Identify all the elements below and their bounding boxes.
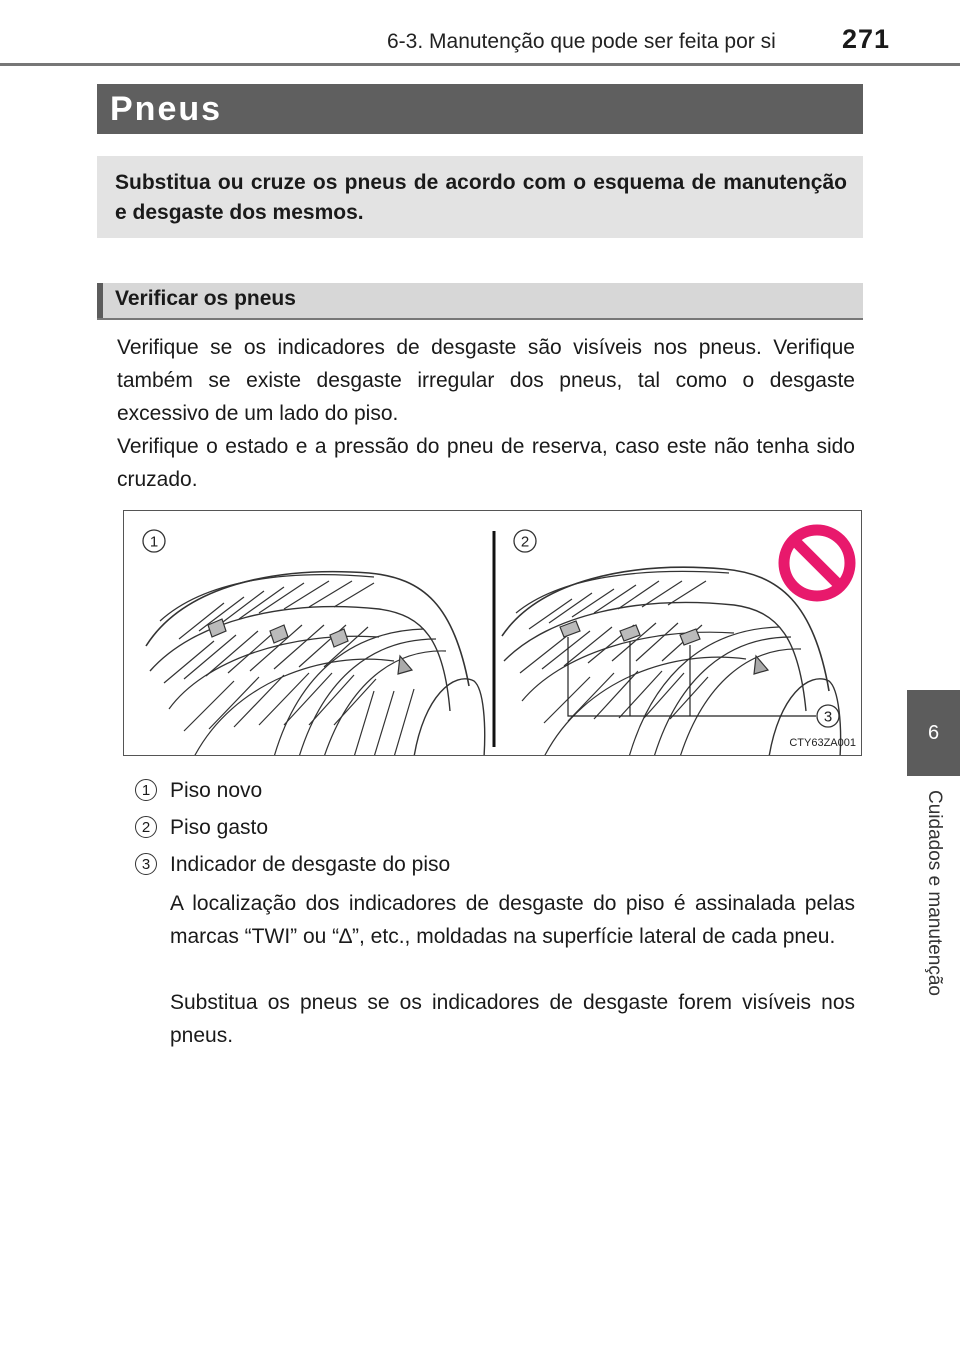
subheading-underline [97,318,863,320]
callout-3-marker [817,705,839,727]
section-title-bar [97,84,863,134]
new-tread-tire [146,572,485,756]
header-section-title: 6-3. Manutenção que pode ser feita por si [387,30,776,53]
legend-number-2: 2 [135,816,157,838]
legend-number-1: 1 [135,779,157,801]
header-divider [0,63,960,66]
tire-tread-figure [123,510,862,756]
subheading: Verificar os pneus [115,287,296,310]
paragraph-2: Verifique o estado e a pressão do pneu de reserva, caso este não tenha sido cruzado. [117,435,855,491]
figure-code: CTY63ZA001 [789,737,856,749]
page-header [0,0,960,66]
section-title: Pneus [110,90,223,128]
paragraph-1: Verifique se os indicadores de desgaste são visíveis nos pneus. Verifique também se existe desgaste irregular dos pneus, tal como o desgaste excessivo de um lado do piso. [117,336,855,425]
chapter-tab [907,690,960,776]
callout-2-marker [514,530,536,552]
page-number: 271 [842,24,891,54]
legend-label-3: Indicador de desgaste do piso [170,853,451,876]
legend-label-2: Piso gasto [170,816,269,839]
subheading-bar [97,283,863,319]
description-2: Substitua os pneus se os indicadores de desgaste forem visíveis nos pneus. [170,991,855,1047]
chapter-label: Cuidados e manutenção [924,790,945,996]
tire-illustration [124,511,862,756]
legend-label-1: Piso novo [170,779,263,802]
intro-box [97,156,863,238]
callout-2-label: 2 [520,533,530,551]
intro-text: Substitua ou cruze os pneus de acordo com o esquema de manutenção e desgaste dos mesmos. [115,171,847,224]
callout-1-marker [143,530,165,552]
worn-tread-tire [502,567,841,756]
prohibition-icon [784,530,850,596]
callout-1-label: 1 [149,533,159,551]
description-1: A localização dos indicadores de desgaste do piso é assinalada pelas marcas “TWI” ou “∆”, etc., moldadas na superfície lateral de cada pneu. [170,892,855,948]
chapter-number: 6 [927,721,940,744]
legend-number-3: 3 [135,853,157,875]
callout-3-label: 3 [823,708,833,726]
